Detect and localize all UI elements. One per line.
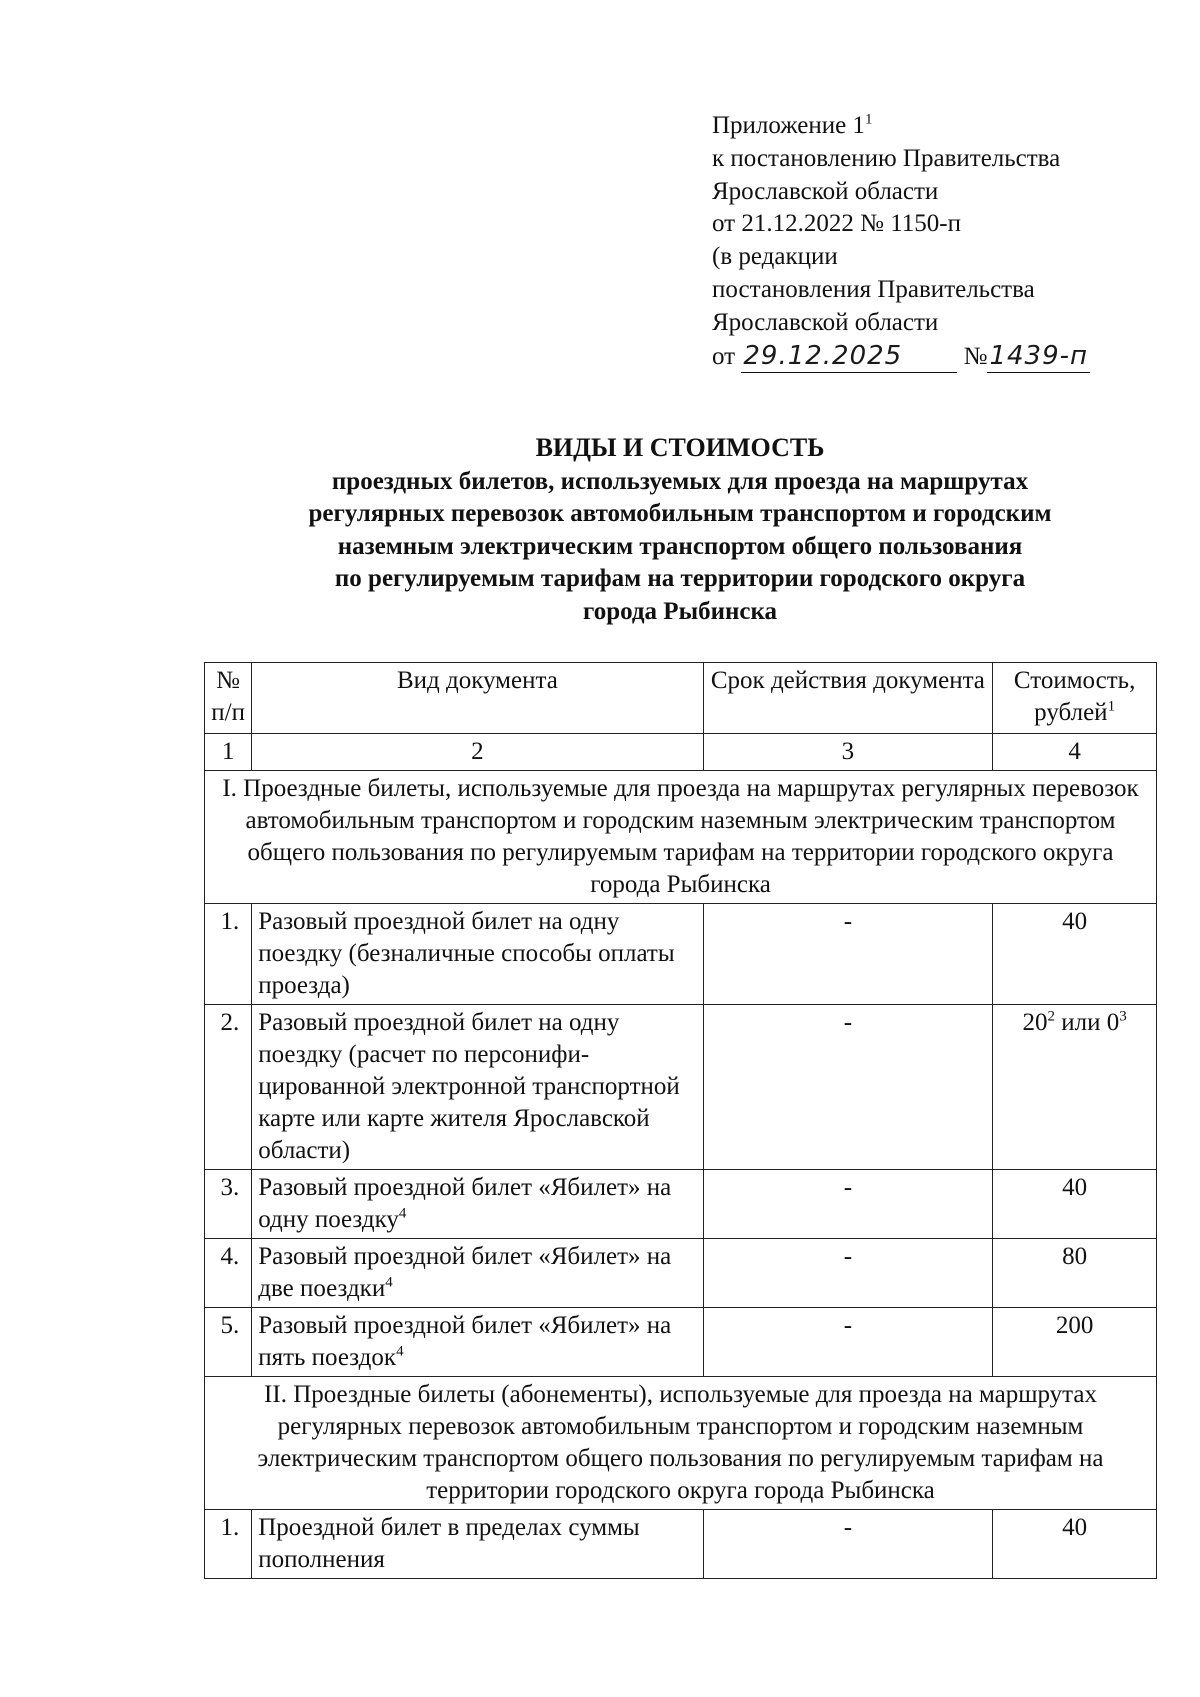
header-validity: Срок действия документа (703, 663, 993, 734)
title-line-4: по регулируемым тарифам на территории городского округа (334, 565, 1026, 592)
row-num: 3. (205, 1170, 252, 1239)
header-doc-type: Вид документа (252, 663, 703, 734)
column-index: 2 (252, 734, 703, 771)
row-doc: Разовый проездной билет «Ябилет» на одну поездку$^4$ (252, 1170, 703, 1239)
title-line-1: проездных билетов, используемых для проезда на маршрутах (331, 467, 1029, 495)
table-row (205, 1005, 1157, 1170)
row-doc: Проездной билет в пределах суммы пополнения (252, 1510, 703, 1579)
row-num: 2. (205, 1005, 252, 1170)
row-validity: - (703, 904, 993, 1005)
section-1-header (205, 771, 1157, 904)
row-validity: - (703, 1510, 993, 1579)
column-index-row (205, 734, 1157, 771)
handwritten-number: 1439-п (987, 340, 1090, 374)
appendix-header (712, 110, 1152, 373)
row-num: 5. (205, 1308, 252, 1377)
appendix-line-4: от 21.12.2022 № 1150-п (712, 210, 961, 238)
row-price: $20^2$ или $0^3$ (993, 1005, 1157, 1170)
appendix-line-3: Ярославской области (712, 177, 939, 205)
row-num: 1. (205, 904, 252, 1005)
appendix-line-6: постановления Правительства (712, 275, 1035, 303)
tariff-table (204, 662, 1157, 1579)
row-num: 4. (205, 1239, 252, 1308)
row-validity: - (703, 1005, 993, 1170)
row-price: 80 (993, 1239, 1157, 1308)
document-title (200, 432, 1160, 628)
column-index: 4 (993, 734, 1157, 771)
table-row (205, 904, 1157, 1005)
title-main: ВИДЫ И СТОИМОСТЬ (535, 433, 825, 462)
row-doc: Разовый проездной билет «Ябилет» на две поездки$^4$ (252, 1239, 703, 1308)
table-row (205, 1510, 1157, 1579)
row-validity: - (703, 1239, 993, 1308)
title-line-2: регулярных перевозок автомобильным транспортом и городским (308, 500, 1052, 527)
column-index: 1 (205, 734, 252, 771)
section-2-header (205, 1377, 1157, 1510)
row-doc: Разовый проездной билет «Ябилет» на пять поездок$^4$ (252, 1308, 703, 1377)
section-2-title: II. Проездные билеты (абонементы), используемые для проезда на маршрутах регулярных перевозок автомобильным транспортом и городским наземным электрическим транспортом общего пользования по регулируемым тарифам на территории городского округа города Рыбинска (205, 1377, 1157, 1510)
row-doc: Разовый проездной билет на одну поездку (безналичные способы оплаты проезда) (252, 904, 703, 1005)
row-num: 1. (205, 1510, 252, 1579)
row-price: 40 (993, 1510, 1157, 1579)
row-price: 40 (993, 1170, 1157, 1239)
row-price: 40 (993, 904, 1157, 1005)
column-index: 3 (703, 734, 993, 771)
table-header-row (205, 663, 1157, 734)
title-line-3: наземным электрическим транспортом общего пользования (337, 532, 1023, 560)
header-cost: Стоимость, рублей$^1$ (993, 663, 1157, 734)
appendix-line-7: Ярославской области (712, 308, 939, 336)
header-num: № п/п (205, 663, 252, 734)
table-row (205, 1239, 1157, 1308)
handwritten-date: 29.12.2025 (741, 340, 957, 374)
appendix-line-1: Приложение $1^1$ (712, 111, 873, 139)
appendix-signature-line: от 29.12.2025 №1439-п (712, 340, 1152, 374)
table-row (205, 1308, 1157, 1377)
row-validity: - (703, 1170, 993, 1239)
appendix-line-2: к постановлению Правительства (712, 144, 1061, 172)
row-doc: Разовый проездной билет на одну поездку (расчет по персонифицированной электронной транспортной карте или карте жителя Ярославской области) (252, 1005, 703, 1170)
row-price: 200 (993, 1308, 1157, 1377)
section-1-title: I. Проездные билеты, используемые для проезда на маршрутах регулярных перевозок автомобильным транспортом и городским наземным электрическим транспортом общего пользования по регулируемым тарифам на территории городского округа города Рыбинска (205, 771, 1157, 904)
title-line-5: города Рыбинска (582, 597, 778, 625)
row-validity: - (703, 1308, 993, 1377)
appendix-line-5: (в редакции (712, 243, 838, 271)
table-row (205, 1170, 1157, 1239)
